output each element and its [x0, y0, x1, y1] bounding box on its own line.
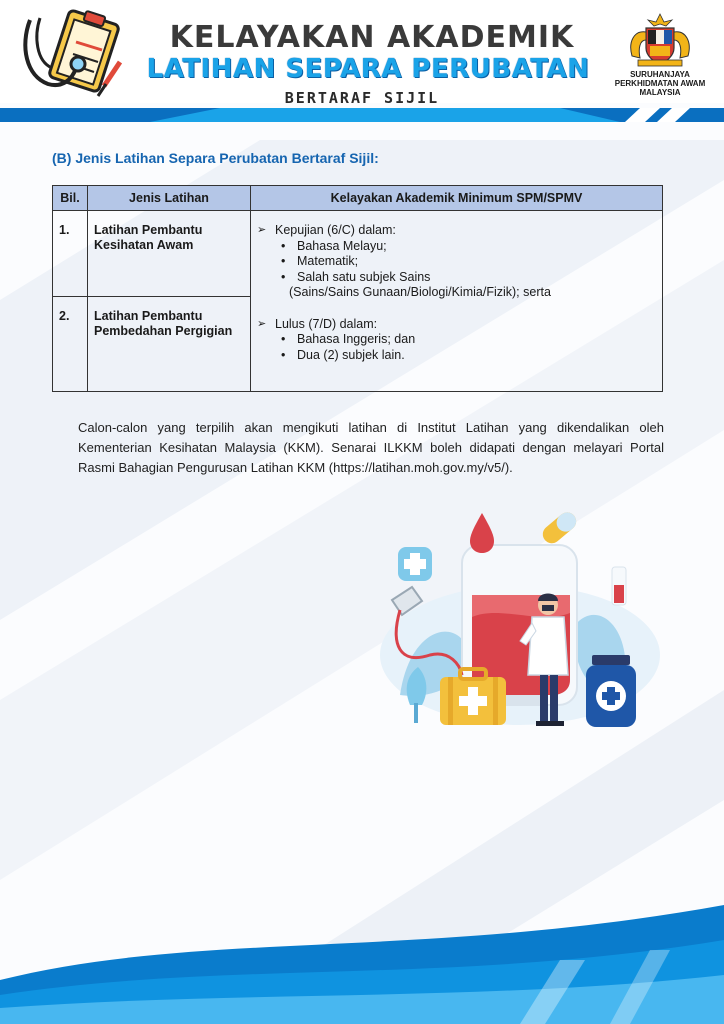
row-jenis-latihan: Latihan Pembantu Pembedahan Pergigian: [88, 297, 251, 392]
list-item: • Salah satu subjek Sains: [297, 270, 656, 286]
list-item: • Bahasa Melayu;: [297, 239, 656, 255]
row-bil: 2.: [53, 297, 88, 392]
agency-line: SURUHANJAYA: [630, 70, 690, 79]
list-item: • Dua (2) subjek lain.: [297, 348, 656, 364]
requirements-cell: [251, 211, 663, 392]
requirement-group-title: Kepujian (6/C) dalam:: [275, 223, 396, 237]
requirement-group: [257, 223, 656, 239]
agency-name: [606, 70, 714, 97]
title-kelayakan-akademik: KELAYAKAN AKADEMIK: [169, 20, 575, 55]
section-heading: (B) Jenis Latihan Separa Perubatan Bertaraf Sijil:: [52, 150, 379, 166]
malaysia-coat-of-arms-icon: [620, 12, 700, 68]
info-paragraph: Calon-calon yang terpilih akan mengikuti latihan di Institut Latihan yang dikendalikan oleh Kementerian Kesihatan Malaysia (KKM). Senarai ILKKM boleh didapati dengan melayari Portal Rasmi Bahagian Pengurusan Latihan KKM (https://latihan.moh.gov.my/v5/).: [78, 420, 664, 475]
requirement-list: [257, 239, 656, 286]
header-jenis-latihan: Jenis Latihan: [88, 186, 251, 211]
medical-clipboard-stethoscope-icon: [18, 6, 128, 106]
title-bertaraf-sijil: BERTARAF SIJIL: [284, 89, 440, 107]
title-latihan-separa-perubatan: LATIHAN SEPARA PERUBATAN: [146, 54, 590, 84]
arrow-bullet-icon: ➢: [257, 224, 267, 236]
table-header-row: [53, 186, 663, 211]
arrow-bullet-icon: ➢: [257, 317, 267, 330]
agency-line: MALAYSIA: [639, 88, 681, 97]
list-item: • Bahasa Inggeris; dan: [297, 332, 656, 348]
header-bil: Bil.: [53, 186, 88, 211]
row-bil: 1.: [53, 211, 88, 297]
list-item: • Matematik;: [297, 254, 656, 270]
qualification-table: [52, 185, 663, 392]
page-header: [0, 0, 724, 125]
requirement-group-title: Lulus (7/D) dalam:: [275, 316, 378, 331]
agency-line: PERKHIDMATAN AWAM: [614, 79, 706, 88]
requirement-note: (Sains/Sains Gunaan/Biologi/Kimia/Fizik); serta: [289, 285, 551, 299]
row-jenis-latihan: Latihan Pembantu Kesihatan Awam: [88, 211, 251, 297]
header-kelayakan: Kelayakan Akademik Minimum SPM/SPMV: [251, 186, 663, 211]
requirement-group: [257, 317, 656, 333]
requirement-list: [257, 332, 656, 363]
medical-illustration-doctor-blood-bag: [370, 505, 660, 733]
table-row: [53, 211, 663, 297]
